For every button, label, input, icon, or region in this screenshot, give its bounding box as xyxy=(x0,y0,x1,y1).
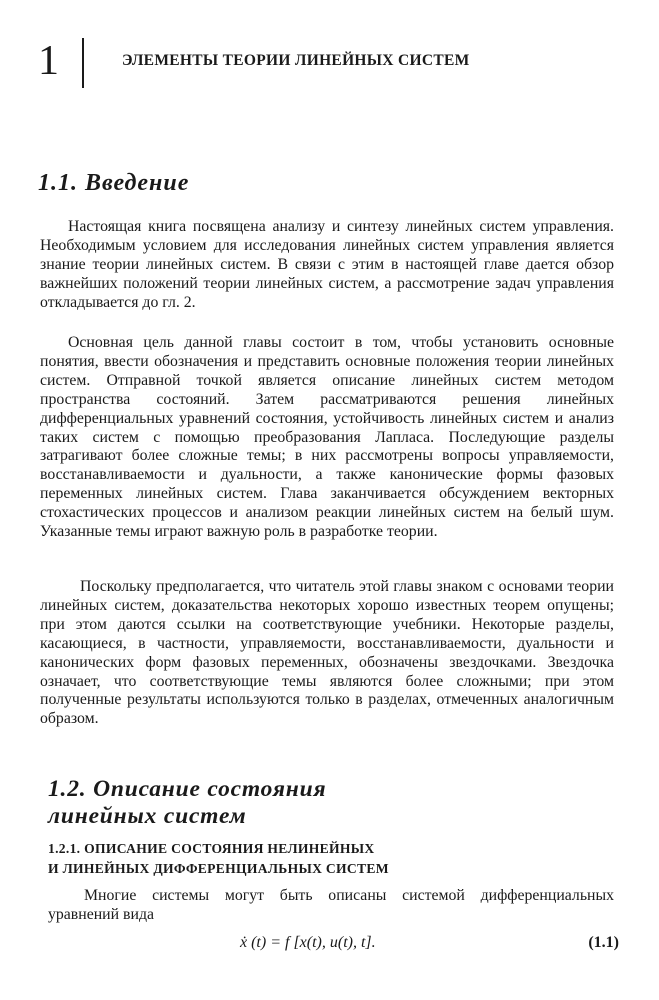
chapter-number: 1 xyxy=(38,38,59,84)
equation-number: (1.1) xyxy=(588,934,619,951)
subsection-title-line-1: 1.2.1. ОПИСАНИЕ СОСТОЯНИЯ НЕЛИНЕЙНЫХ xyxy=(48,841,375,856)
paragraph-1: Настоящая книга посвящена анализу и синтезу линейных систем управления. Необходимым условием для исследования линейных систем управления является знание теории линейных систем. В связи с этим в настоящей главе дается обзор важнейших положений теории линейных систем, а рассмотрение задач управления откладывается до гл. 2. xyxy=(40,218,614,311)
section-title-line-2: линейных систем xyxy=(48,803,247,829)
equation: ẋ (t) = f [x(t), u(t), t]. xyxy=(240,934,376,951)
paragraph-3: Поскольку предполагается, что читатель этой главы знаком с основами теории линейных систем, доказательства некоторых хорошо известных теорем опущены; при этом даются ссылки на соответствующие учебники. Некоторые разделы, касающиеся, в частности, управляемости, восстанавливаемости, дуальности и канонических форм фазовых переменных, обозначены звездочками. Звездочка означает, что соответствующие темы являются более сложными; при этом полученные результаты используются только в разделах, отмеченных аналогичным образом. xyxy=(40,578,614,728)
chapter-header xyxy=(38,38,638,88)
paragraph-4: Многие системы могут быть описаны системой дифференциальных уравнений вида xyxy=(48,887,614,923)
subsection-title-line-2: И ЛИНЕЙНЫХ ДИФФЕРЕНЦИАЛЬНЫХ СИСТЕМ xyxy=(48,861,389,876)
section-title-introduction: 1.1. Введение xyxy=(38,170,190,196)
subsection-title xyxy=(48,839,389,879)
paragraph-2: Основная цель данной главы состоит в том, чтобы установить основные понятия, ввести обозначения и представить основные положения теории линейных систем. Отправной точкой является описание линейных систем методом пространства состояний. Затем рассматриваются решения линейных дифференциальных уравнений состояния, устойчивость линейных систем и анализ таких систем с помощью преобразования Лапласа. Последующие разделы затрагивают более сложные темы; в них рассмотрены вопросы управляемости, восстанавливаемости и дуальности, а также канонические формы фазовых переменных линейных систем. Глава заканчивается обсуждением векторных стохастических процессов и анализом реакции линейных систем на белый шум. Указанные темы играют важную роль в разработке теории. xyxy=(40,334,614,541)
section-title-line-1: 1.2. Описание состояния xyxy=(48,776,327,802)
chapter-title: ЭЛЕМЕНТЫ ТЕОРИИ ЛИНЕЙНЫХ СИСТЕМ xyxy=(122,52,470,69)
section-title-state-description xyxy=(48,776,326,830)
chapter-divider xyxy=(82,38,84,88)
